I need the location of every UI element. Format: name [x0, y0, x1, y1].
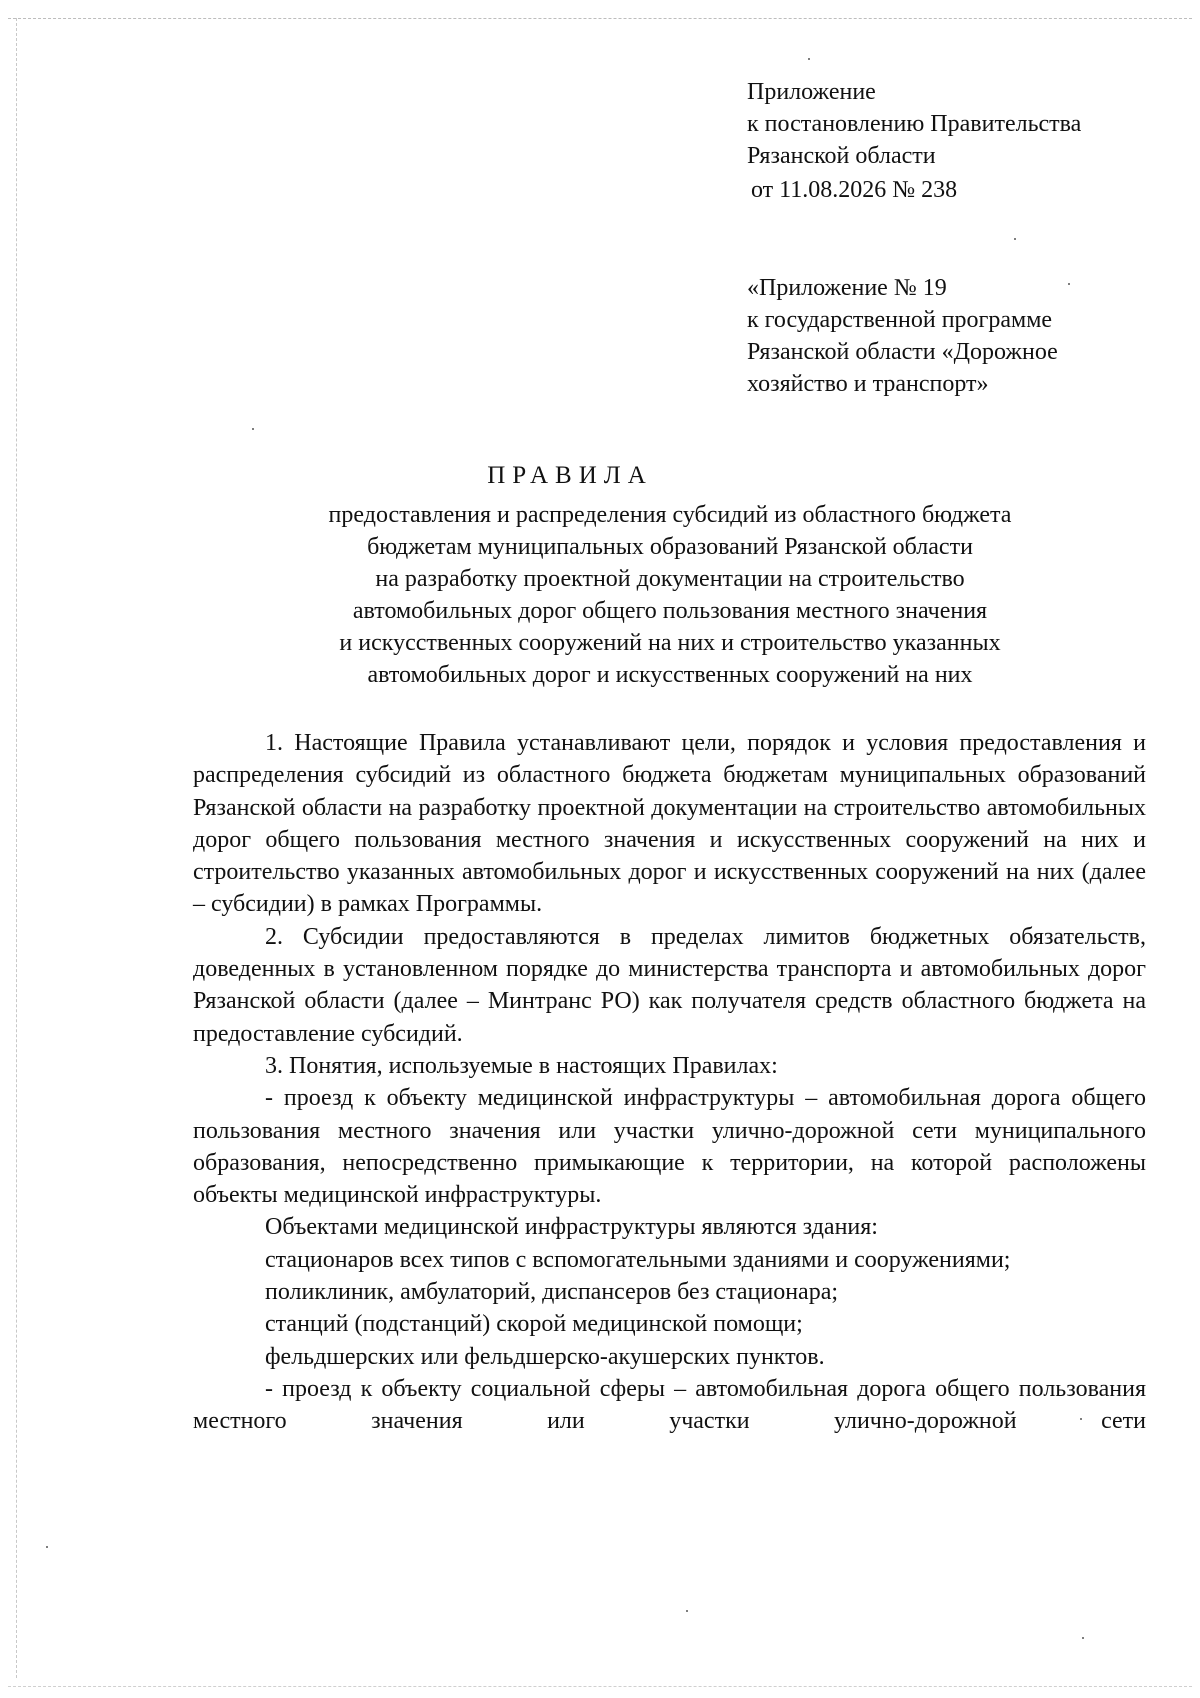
approval-date: от 11.08.2026 № 238	[751, 177, 958, 203]
scan-edge-left	[16, 18, 17, 1678]
scan-speck	[46, 1546, 48, 1548]
document-body	[193, 727, 1146, 1438]
paragraph-2: 2. Субсидии предоставляются в пределах лимитов бюджетных обязательств, доведенных в установленном порядке до министерства транспорта и автомобильных дорог Рязанской области (далее – Минтранс РО) как получателя средств областного бюджета на предоставление субсидий.	[193, 923, 1146, 1047]
appendix-line: Рязанской области «Дорожное	[747, 339, 1058, 365]
list-item-clinics: поликлиник, амбулаторий, диспансеров без стационара;	[265, 1279, 839, 1306]
approval-block	[747, 76, 1167, 206]
paragraph-social-access: - проезд к объекту социальной сферы – автомобильная дорога общего пользования местного значения или участки улично-дорожной сети	[193, 1375, 1146, 1435]
list-item-feldsher: фельдшерских или фельдшерско-акушерских пунктов.	[265, 1343, 825, 1370]
list-item-hospitals: стационаров всех типов с вспомогательными зданиями и сооружениями;	[265, 1246, 1011, 1273]
paragraph-medical-objects: Объектами медицинской инфраструктуры являются здания:	[265, 1214, 878, 1241]
subtitle-line: предоставления и распределения субсидий из областного бюджета	[328, 502, 1012, 528]
document-title: ПРАВИЛА	[487, 462, 653, 489]
paragraph-1: 1. Настоящие Правила устанавливают цели, порядок и условия предоставления и распределения субсидий из областного бюджета бюджетам муниципальных образований Рязанской области на разработку проектной документации на строительство автомобильных дорог общего пользования местного значения и искусственных сооружений на них и строительство указанных автомобильных дорог и искусственных сооружений на них (далее – субсидии) в рамках Программы.	[193, 730, 1146, 918]
approval-line: Рязанской области	[747, 143, 936, 169]
list-item-ambulance: станций (подстанций) скорой медицинской помощи;	[265, 1311, 803, 1338]
scan-speck	[686, 1610, 688, 1612]
approval-line: к постановлению Правительства	[747, 111, 1082, 137]
subtitle-line: и искусственных сооружений на них и строительство указанных	[339, 630, 1001, 656]
paragraph-3: 3. Понятия, используемые в настоящих Правилах:	[265, 1052, 778, 1079]
scan-speck	[1014, 238, 1016, 240]
approval-line: Приложение	[747, 79, 876, 105]
subtitle-line: на разработку проектной документации на строительство	[375, 566, 965, 592]
scan-edge-top	[8, 18, 1192, 19]
appendix-line: «Приложение № 19	[747, 275, 947, 301]
scan-speck	[1082, 1637, 1084, 1639]
program-appendix-block	[747, 272, 1167, 400]
appendix-line: к государственной программе	[747, 307, 1053, 333]
document-subtitle	[180, 499, 1160, 691]
scan-speck	[252, 428, 254, 430]
paragraph-medical-access: - проезд к объекту медицинской инфраструктуры – автомобильная дорога общего пользования местного значения или участки улично-дорожной сети муниципального образования, непосредственно примыкающие к территории, на которой расположены объекты медицинской инфраструктуры.	[193, 1085, 1146, 1209]
subtitle-line: автомобильных дорог общего пользования местного значения	[352, 598, 988, 624]
scan-edge-bottom	[8, 1686, 1192, 1687]
scan-speck	[808, 58, 810, 60]
subtitle-line: бюджетам муниципальных образований Рязанской области	[367, 534, 973, 560]
appendix-line: хозяйство и транспорт»	[747, 371, 989, 397]
subtitle-line: автомобильных дорог и искусственных сооружений на них	[367, 662, 973, 688]
